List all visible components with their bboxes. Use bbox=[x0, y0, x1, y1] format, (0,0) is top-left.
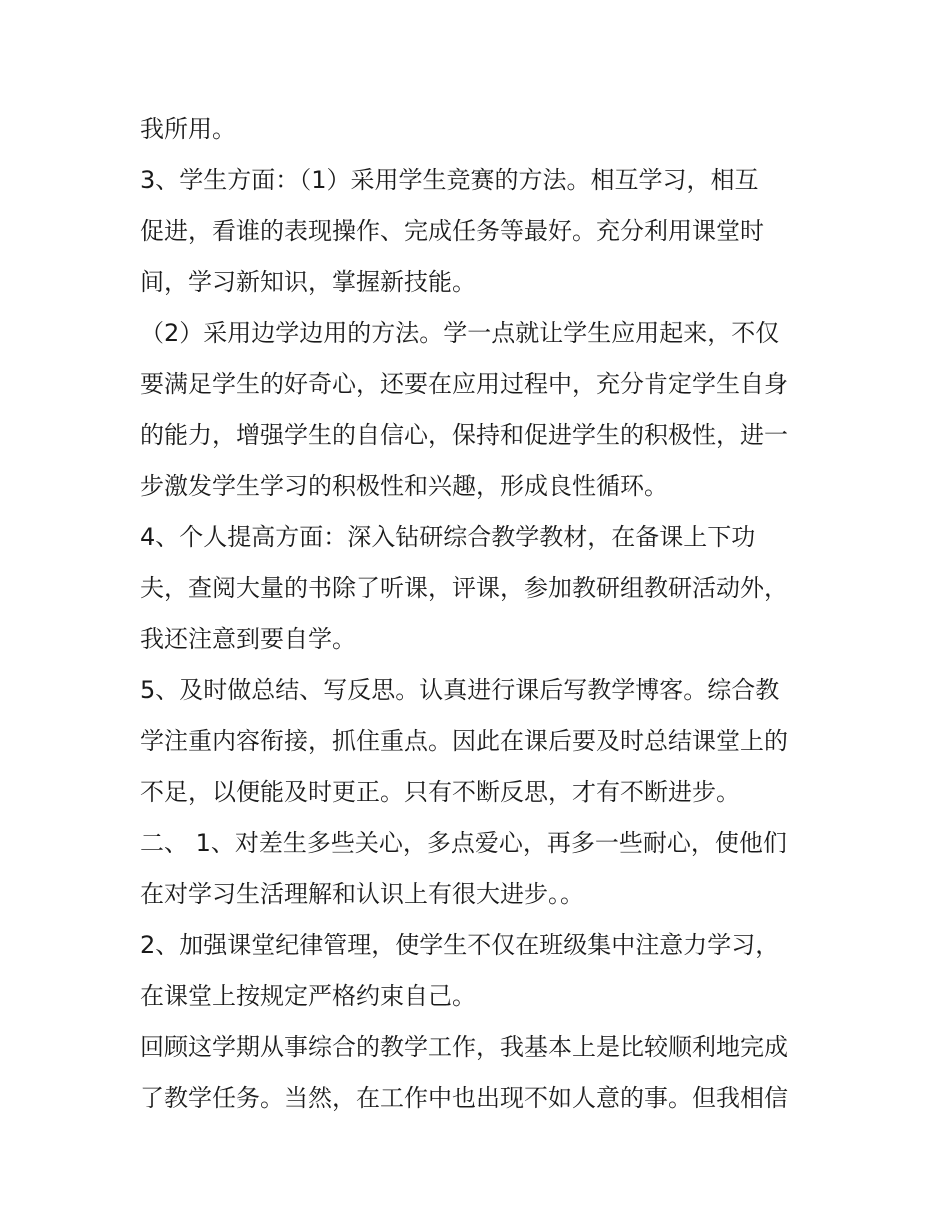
text-line: 我还注意到要自学。 bbox=[140, 625, 356, 653]
text-line: （2）采用边学边用的方法。学一点就让学生应用起来，不仅 bbox=[140, 319, 780, 347]
text-line: 4、个人提高方面：深入钻研综合教学教材，在备课上下功 bbox=[140, 523, 756, 551]
text-line: 步激发学生学习的积极性和兴趣，形成良性循环。 bbox=[140, 472, 668, 500]
text-line: 我所用。 bbox=[140, 115, 236, 143]
text-line: 在对学习生活理解和认识上有很大进步。。 bbox=[140, 880, 584, 908]
text-line: 回顾这学期从事综合的教学工作，我基本上是比较顺利地完成 bbox=[140, 1033, 788, 1061]
text-line: 间，学习新知识，掌握新技能。 bbox=[140, 268, 476, 296]
text-line: 促进，看谁的表现操作、完成任务等最好。充分利用课堂时 bbox=[140, 217, 764, 245]
text-line: 了教学任务。当然，在工作中也出现不如人意的事。但我相信 bbox=[140, 1084, 788, 1112]
text-line: 在课堂上按规定严格约束自己。 bbox=[140, 982, 476, 1010]
text-line: 夫，查阅大量的书除了听课，评课，参加教研组教研活动外， bbox=[140, 574, 788, 602]
text-line: 5、及时做总结、写反思。认真进行课后写教学博客。综合教 bbox=[140, 676, 780, 704]
text-line: 3、学生方面：（1）采用学生竞赛的方法。相互学习，相互 bbox=[140, 166, 759, 194]
text-line: 2、加强课堂纪律管理，使学生不仅在班级集中注意力学习， bbox=[140, 931, 780, 959]
text-line: 不足，以便能及时更正。只有不断反思，才有不断进步。 bbox=[140, 778, 740, 806]
text-line: 的能力，增强学生的自信心，保持和促进学生的积极性，进一 bbox=[140, 421, 788, 449]
text-line: 要满足学生的好奇心，还要在应用过程中，充分肯定学生自身 bbox=[140, 370, 788, 398]
text-line: 二、 1、对差生多些关心，多点爱心，再多一些耐心，使他们 bbox=[140, 829, 787, 857]
text-line: 学注重内容衔接，抓住重点。因此在课后要及时总结课堂上的 bbox=[140, 727, 788, 755]
